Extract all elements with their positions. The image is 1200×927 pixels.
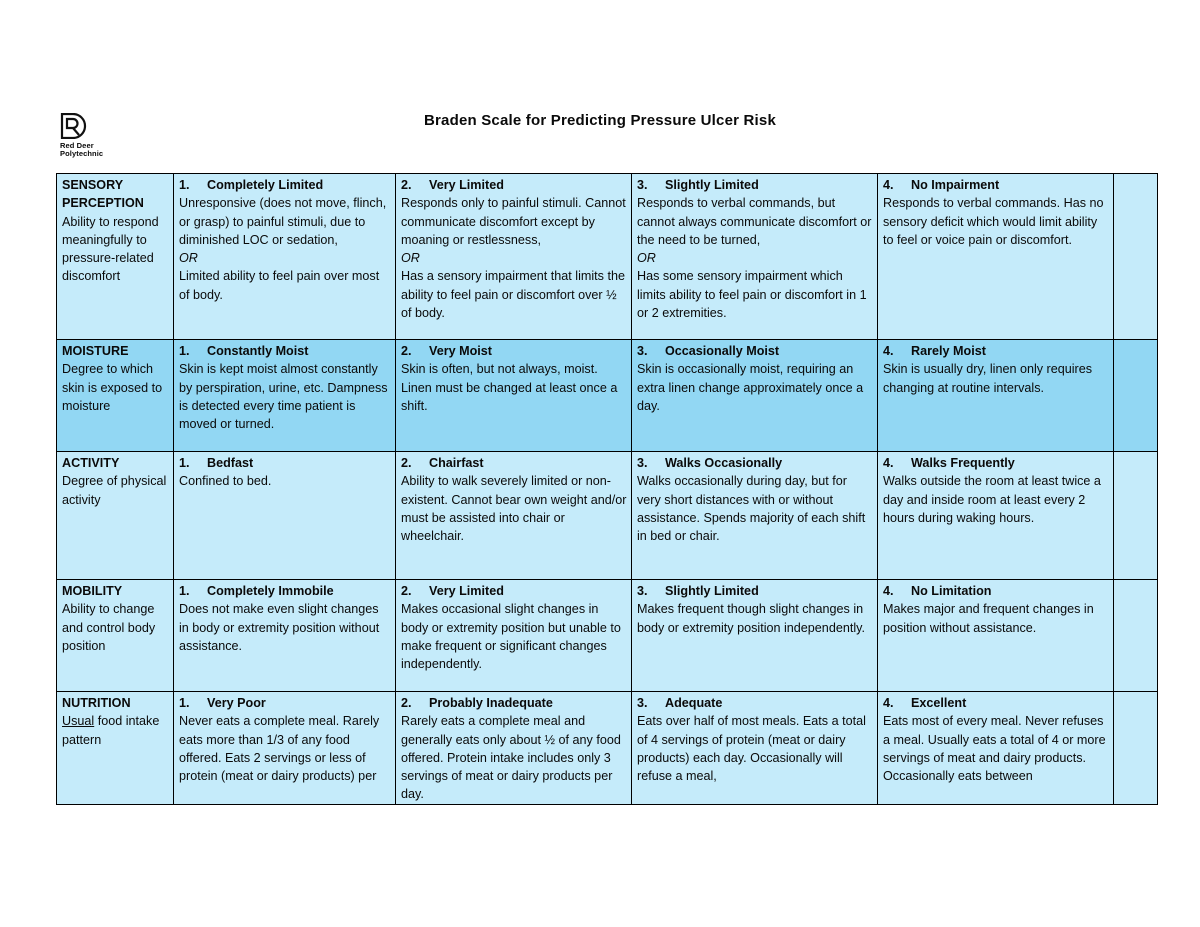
score-entry-cell[interactable] bbox=[1114, 580, 1158, 692]
score-heading bbox=[401, 342, 627, 360]
score-number: 4. bbox=[883, 178, 894, 192]
category-name: ACTIVITY bbox=[62, 456, 120, 470]
category-name: MOISTURE bbox=[62, 344, 129, 358]
score-title: Very Limited bbox=[429, 584, 504, 598]
score-description: Responds to verbal commands. Has no sensory deficit which would limit ability to feel or voice pain or discomfort. bbox=[883, 196, 1104, 247]
score-heading bbox=[179, 176, 391, 194]
score-description: Eats most of every meal. Never refuses a meal. Usually eats a total of 4 or more servings of meat and dairy products. Occasionally eats between bbox=[883, 714, 1106, 784]
score-cell bbox=[878, 692, 1114, 805]
category-description bbox=[62, 472, 169, 509]
row-activity bbox=[57, 452, 1158, 580]
score-title: Bedfast bbox=[207, 456, 254, 470]
logo-text bbox=[60, 142, 130, 158]
score-number: 4. bbox=[883, 584, 894, 598]
score-number: 2. bbox=[401, 344, 412, 358]
score-cell bbox=[878, 452, 1114, 580]
score-description: Makes major and frequent changes in position without assistance. bbox=[883, 602, 1094, 635]
braden-scale-table bbox=[56, 173, 1158, 805]
logo-line-1: Red Deer bbox=[60, 141, 94, 150]
score-number: 1. bbox=[179, 178, 190, 192]
category-cell bbox=[57, 580, 174, 692]
score-title: Completely Limited bbox=[207, 178, 324, 192]
score-title: Very Limited bbox=[429, 178, 504, 192]
score-title: Rarely Moist bbox=[911, 344, 986, 358]
score-cell bbox=[878, 340, 1114, 452]
or-separator: OR bbox=[637, 251, 656, 266]
score-heading bbox=[883, 582, 1109, 600]
score-description: Walks occasionally during day, but for very short distances with or without assistance. Spends majority of each shift in bed or chair. bbox=[637, 474, 866, 544]
row-sensory-perception bbox=[57, 174, 1158, 340]
score-number: 3. bbox=[637, 696, 648, 710]
score-title: Walks Occasionally bbox=[665, 456, 783, 470]
score-heading bbox=[883, 694, 1109, 712]
score-entry-cell[interactable] bbox=[1114, 692, 1158, 805]
category-description-text: Degree of physical activity bbox=[62, 474, 167, 507]
score-number: 4. bbox=[883, 344, 894, 358]
score-cell bbox=[174, 340, 396, 452]
score-number: 1. bbox=[179, 344, 190, 358]
score-title: Occasionally Moist bbox=[665, 344, 780, 358]
score-number: 4. bbox=[883, 696, 894, 710]
score-number: 3. bbox=[637, 584, 648, 598]
score-title: Chairfast bbox=[429, 456, 484, 470]
category-cell bbox=[57, 340, 174, 452]
score-heading bbox=[637, 342, 873, 360]
score-title: Walks Frequently bbox=[911, 456, 1015, 470]
score-heading bbox=[401, 694, 627, 712]
score-cell bbox=[396, 452, 632, 580]
score-description-alt: Limited ability to feel pain over most of body. bbox=[179, 269, 380, 302]
category-description-text: Degree to which skin is exposed to moisture bbox=[62, 362, 163, 413]
score-description: Skin is occasionally moist, requiring an extra linen change approximately once a day. bbox=[637, 362, 864, 413]
score-heading bbox=[637, 694, 873, 712]
score-heading bbox=[179, 342, 391, 360]
score-title: Excellent bbox=[911, 696, 967, 710]
score-description: Skin is often, but not always, moist. Linen must be changed at least once a shift. bbox=[401, 362, 618, 413]
score-heading bbox=[401, 582, 627, 600]
score-number: 2. bbox=[401, 456, 412, 470]
score-title: Very Poor bbox=[207, 696, 266, 710]
page-title: Braden Scale for Predicting Pressure Ulcer Risk bbox=[423, 112, 777, 129]
score-heading bbox=[401, 176, 627, 194]
score-number: 3. bbox=[637, 456, 648, 470]
score-cell bbox=[174, 452, 396, 580]
row-moisture bbox=[57, 340, 1158, 452]
score-cell bbox=[878, 174, 1114, 340]
score-heading bbox=[637, 176, 873, 194]
score-description: Eats over half of most meals. Eats a total of 4 servings of protein (meat or dairy products) each day. Occasionally will refuse a meal, bbox=[637, 714, 866, 784]
score-description: Ability to walk severely limited or non-existent. Cannot bear own weight and/or must be assisted into chair or wheelchair. bbox=[401, 474, 627, 544]
or-separator: OR bbox=[179, 251, 198, 266]
score-description-alt: Has some sensory impairment which limits ability to feel pain or discomfort in 1 or 2 extremities. bbox=[637, 269, 867, 321]
score-description: Walks outside the room at least twice a day and inside room at least every 2 hours during waking hours. bbox=[883, 474, 1101, 525]
score-title: Probably Inadequate bbox=[429, 696, 553, 710]
score-heading bbox=[883, 176, 1109, 194]
category-cell bbox=[57, 692, 174, 805]
score-heading bbox=[883, 454, 1109, 472]
score-number: 1. bbox=[179, 696, 190, 710]
logo-line-2: Polytechnic bbox=[60, 149, 104, 158]
category-name: NUTRITION bbox=[62, 696, 131, 710]
score-title: Very Moist bbox=[429, 344, 492, 358]
score-description: Skin is kept moist almost constantly by perspiration, urine, etc. Dampness is detected every time patient is moved or turned. bbox=[179, 362, 388, 432]
category-description bbox=[62, 360, 169, 415]
score-title: Completely Immobile bbox=[207, 584, 334, 598]
category-description-text: Ability to change and control body position bbox=[62, 602, 156, 653]
category-description bbox=[62, 600, 169, 655]
row-nutrition bbox=[57, 692, 1158, 805]
row-mobility bbox=[57, 580, 1158, 692]
score-description: Never eats a complete meal. Rarely eats more than 1/3 of any food offered. Eats 2 servings or less of protein (meat or dairy products) per bbox=[179, 714, 380, 784]
score-title: Slightly Limited bbox=[665, 178, 759, 192]
score-entry-cell[interactable] bbox=[1114, 452, 1158, 580]
score-number: 2. bbox=[401, 178, 412, 192]
score-title: Slightly Limited bbox=[665, 584, 759, 598]
score-cell bbox=[396, 340, 632, 452]
category-description bbox=[62, 712, 169, 749]
score-heading bbox=[179, 694, 391, 712]
category-description-text: Ability to respond meaningfully to pressure-related discomfort bbox=[62, 214, 159, 284]
category-cell bbox=[57, 174, 174, 340]
score-title: No Impairment bbox=[911, 178, 1000, 192]
category-name: MOBILITY bbox=[62, 584, 123, 598]
or-separator: OR bbox=[401, 251, 420, 266]
score-cell bbox=[396, 174, 632, 340]
score-entry-cell[interactable] bbox=[1114, 174, 1158, 340]
score-description: Skin is usually dry, linen only requires changing at routine intervals. bbox=[883, 362, 1093, 395]
score-heading bbox=[401, 454, 627, 472]
score-title: No Limitation bbox=[911, 584, 992, 598]
score-title: Constantly Moist bbox=[207, 344, 309, 358]
score-number: 4. bbox=[883, 456, 894, 470]
score-heading bbox=[637, 454, 873, 472]
score-cell bbox=[632, 452, 878, 580]
score-heading bbox=[179, 582, 391, 600]
score-cell bbox=[396, 692, 632, 805]
score-number: 3. bbox=[637, 178, 648, 192]
category-description-underlined: Usual bbox=[62, 714, 95, 729]
score-title: Adequate bbox=[665, 696, 723, 710]
category-name: SENSORY PERCEPTION bbox=[62, 178, 144, 211]
score-description: Responds to verbal commands, but cannot always communicate discomfort or the need to be turned, bbox=[637, 196, 872, 247]
score-heading bbox=[637, 582, 873, 600]
score-heading bbox=[883, 342, 1109, 360]
score-number: 1. bbox=[179, 584, 190, 598]
score-cell bbox=[174, 174, 396, 340]
score-description: Does not make even slight changes in body or extremity position without assistance. bbox=[179, 602, 380, 653]
score-number: 2. bbox=[401, 696, 412, 710]
score-number: 1. bbox=[179, 456, 190, 470]
score-heading bbox=[179, 454, 391, 472]
score-number: 3. bbox=[637, 344, 648, 358]
category-description-text: food intake pattern bbox=[62, 714, 160, 747]
score-cell bbox=[174, 580, 396, 692]
score-description: Rarely eats a complete meal and generally eats only about ½ of any food offered. Protein intake includes only 3 servings of meat or dairy products per day. bbox=[401, 714, 621, 802]
score-cell bbox=[878, 580, 1114, 692]
category-cell bbox=[57, 452, 174, 580]
score-cell bbox=[632, 340, 878, 452]
score-cell bbox=[632, 174, 878, 340]
score-cell bbox=[174, 692, 396, 805]
score-entry-cell[interactable] bbox=[1114, 340, 1158, 452]
score-cell bbox=[632, 580, 878, 692]
score-description: Makes frequent though slight changes in body or extremity position independently. bbox=[637, 602, 865, 635]
score-description: Confined to bed. bbox=[179, 474, 272, 489]
score-description: Unresponsive (does not move, flinch, or grasp) to painful stimuli, due to diminished LOC or sedation, bbox=[179, 196, 387, 247]
score-description-alt: Has a sensory impairment that limits the ability to feel pain or discomfort over ½ of body. bbox=[401, 269, 625, 321]
score-cell bbox=[632, 692, 878, 805]
score-description: Responds only to painful stimuli. Cannot communicate discomfort except by moaning or restlessness, bbox=[401, 196, 626, 247]
category-description bbox=[62, 213, 169, 286]
score-description: Makes occasional slight changes in body or extremity position but unable to make frequent or significant changes independently. bbox=[401, 602, 621, 672]
score-cell bbox=[396, 580, 632, 692]
score-number: 2. bbox=[401, 584, 412, 598]
